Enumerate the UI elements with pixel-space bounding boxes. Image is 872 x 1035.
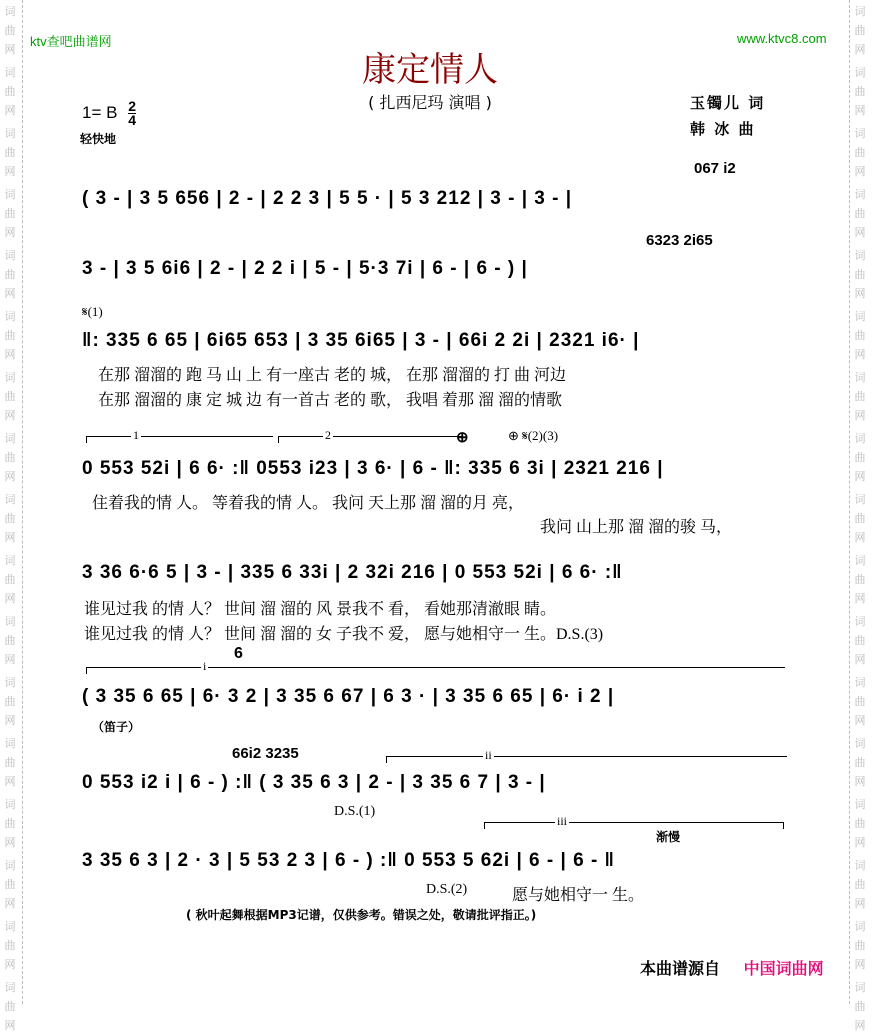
ds-marker-1: D.S.(1): [334, 804, 376, 819]
watermark-char: 词: [4, 615, 16, 628]
watermark-char: 网: [4, 287, 16, 300]
grace-notes: 66i2 3235: [232, 745, 299, 762]
watermark-char: 曲: [854, 1000, 866, 1013]
watermark-char: 词: [4, 66, 16, 79]
watermark-char: 曲: [4, 146, 16, 159]
time-signature: $\frac{2}{4}$: [128, 98, 136, 128]
watermark-char: 网: [4, 104, 16, 117]
watermark-char: 曲: [854, 390, 866, 403]
watermark-char: 词: [4, 676, 16, 689]
volta-1: 1: [86, 436, 273, 443]
watermark-char: 词: [854, 798, 866, 811]
watermark-char: 词: [4, 493, 16, 506]
watermark-char: 词: [854, 127, 866, 140]
watermark-char: 网: [4, 1019, 16, 1032]
watermark-char: 词: [854, 981, 866, 994]
watermark-char: 网: [854, 775, 866, 788]
watermark-char: 网: [4, 775, 16, 788]
watermark-char: 曲: [4, 634, 16, 647]
volta-iii: iii: [484, 822, 784, 829]
watermark-char: 曲: [4, 817, 16, 830]
watermark-char: 网: [4, 226, 16, 239]
above-note: 6: [234, 645, 243, 662]
watermark-char: 网: [4, 531, 16, 544]
watermark-char: 词: [854, 371, 866, 384]
watermark-char: 网: [4, 43, 16, 56]
right-watermark-strip: [849, 0, 872, 1032]
watermark-char: 网: [854, 470, 866, 483]
left-watermark-strip: [0, 0, 23, 1032]
watermark-char: 词: [4, 798, 16, 811]
watermark-char: 词: [854, 5, 866, 18]
watermark-char: 曲: [854, 329, 866, 342]
watermark-char: 曲: [854, 695, 866, 708]
watermark-char: 词: [854, 615, 866, 628]
ds-marker-2: D.S.(2): [426, 882, 468, 897]
watermark-char: 曲: [4, 390, 16, 403]
watermark-char: 词: [4, 920, 16, 933]
watermark-char: 词: [4, 859, 16, 872]
watermark-char: 网: [854, 43, 866, 56]
watermark-char: 曲: [854, 268, 866, 281]
watermark-char: 曲: [4, 756, 16, 769]
lyric-verse-2: 谁见过我 的情 人？ 世间 溜 溜的 女 子我不 爱， 愿与她相守一 生。D.S.(3): [84, 626, 604, 643]
watermark-char: 网: [4, 592, 16, 605]
coda-mark: ⊕: [456, 429, 469, 446]
watermark-char: 网: [854, 348, 866, 361]
watermark-char: 曲: [854, 85, 866, 98]
watermark-char: 曲: [854, 451, 866, 464]
watermark-char: 网: [854, 836, 866, 849]
watermark-char: 曲: [854, 207, 866, 220]
segno-mark: 𝄋(1): [82, 304, 103, 319]
watermark-char: 网: [4, 653, 16, 666]
watermark-char: 词: [4, 127, 16, 140]
watermark-char: 网: [4, 836, 16, 849]
watermark-char: 词: [4, 981, 16, 994]
lyric-verse-2: 在那 溜溜的 康 定 城 边 有一首古 老的 歌， 我唱 着那 溜 溜的情歌: [98, 392, 563, 409]
watermark-char: 网: [854, 226, 866, 239]
score-line-1: ( 3 - | 3 5 656 | 2 - | 2 2 3 | 5 5 · | 5 3 212 | 3 - | 3 - |: [82, 188, 573, 209]
watermark-char: 曲: [4, 695, 16, 708]
watermark-char: 词: [854, 737, 866, 750]
watermark-char: 网: [854, 165, 866, 178]
watermark-char: 曲: [854, 817, 866, 830]
watermark-char: 词: [854, 432, 866, 445]
watermark-char: 曲: [854, 756, 866, 769]
watermark-char: 网: [4, 714, 16, 727]
transcription-note: ( 秋叶起舞根据MP3记谱，仅供参考。错误之处，敬请批评指正。): [186, 908, 537, 922]
watermark-char: 网: [4, 348, 16, 361]
volta-2: 2: [278, 436, 463, 443]
score-line-5: 3 36 6·6 5 | 3 - | 335 6 33i | 2 32i 216 | 0 553 52i | 6 6· :‖: [82, 562, 623, 583]
lyric-verse-2: 我问 山上那 溜 溜的骏 马，: [540, 519, 733, 536]
lyric-verse-1: 在那 溜溜的 跑 马 山 上 有一座古 老的 城， 在那 溜溜的 打 曲 河边: [98, 367, 567, 384]
watermark-char: 词: [4, 310, 16, 323]
watermark-char: 曲: [854, 878, 866, 891]
watermark-char: 曲: [4, 1000, 16, 1013]
watermark-char: 词: [854, 493, 866, 506]
site-name-left[interactable]: ktv查吧曲谱网: [30, 34, 112, 49]
watermark-char: 词: [854, 859, 866, 872]
watermark-char: 网: [854, 958, 866, 971]
grace-notes: 6323 2i65: [646, 232, 713, 249]
watermark-char: 词: [854, 310, 866, 323]
watermark-char: 词: [4, 249, 16, 262]
instrument-label: （笛子）: [92, 720, 141, 734]
watermark-char: 网: [4, 165, 16, 178]
watermark-char: 网: [4, 470, 16, 483]
composer: 韩 冰 曲: [690, 120, 756, 138]
lyric-verse-1: 谁见过我 的情 人？ 世间 溜 溜的 风 景我不 看， 看她那清澈眼 睛。: [84, 601, 557, 618]
watermark-char: 词: [4, 371, 16, 384]
watermark-char: 曲: [4, 85, 16, 98]
lyricist: 玉镯儿 词: [690, 94, 766, 112]
watermark-char: 网: [854, 592, 866, 605]
watermark-char: 词: [4, 432, 16, 445]
watermark-char: 词: [854, 920, 866, 933]
watermark-char: 曲: [854, 573, 866, 586]
watermark-char: 曲: [4, 939, 16, 952]
source-credit: [640, 956, 824, 979]
watermark-char: 网: [854, 104, 866, 117]
watermark-char: 网: [854, 714, 866, 727]
watermark-char: 词: [4, 554, 16, 567]
lyric-ending: 愿与她相守一 生。: [512, 887, 645, 904]
score-line-2: 3 - | 3 5 6i6 | 2 - | 2 2 i | 5 - | 5·3 7i | 6 - | 6 - ) |: [82, 258, 528, 279]
key-label: 1= B: [82, 102, 118, 122]
watermark-char: 曲: [854, 634, 866, 647]
watermark-char: 词: [854, 676, 866, 689]
watermark-char: 曲: [4, 268, 16, 281]
watermark-char: 曲: [4, 573, 16, 586]
watermark-char: 网: [854, 653, 866, 666]
tempo-change: 渐慢: [656, 830, 681, 844]
score-line-6: ( 3 35 6 65 | 6· 3 2 | 3 35 6 67 | 6 3 · | 3 35 6 65 | 6· i 2 |: [82, 686, 615, 707]
watermark-char: 词: [854, 66, 866, 79]
watermark-char: 曲: [854, 24, 866, 37]
watermark-char: 曲: [854, 146, 866, 159]
watermark-char: 网: [854, 1019, 866, 1032]
score-line-7: 0 553 i2 i | 6 - ) :‖ ( 3 35 6 3 | 2 - | 3 35 6 7 | 3 - |: [82, 772, 546, 793]
watermark-char: 网: [4, 897, 16, 910]
watermark-char: 词: [854, 188, 866, 201]
watermark-char: 曲: [4, 207, 16, 220]
watermark-char: 网: [854, 531, 866, 544]
score-line-4: 0 553 52i | 6 6· :‖ 0553 i23 | 3 6· | 6 - ‖: 335 6 3i | 2321 216 |: [82, 458, 664, 479]
watermark-char: 曲: [4, 451, 16, 464]
source-label: 本曲谱源自: [640, 959, 721, 978]
song-title: 康定情人: [362, 50, 498, 90]
tempo-marking: 轻快地: [80, 132, 117, 146]
watermark-char: 曲: [4, 24, 16, 37]
coda-segno-mark: ⊕ 𝄋(2)(3): [508, 428, 559, 443]
watermark-char: 网: [4, 958, 16, 971]
watermark-char: 词: [4, 737, 16, 750]
volta-ii: ii: [386, 756, 787, 763]
performer: ( 扎西尼玛 演唱 ): [368, 93, 492, 112]
lyric-verse-1: 住着我的情 人。 等着我的情 人。 我问 天上那 溜 溜的月 亮，: [92, 495, 525, 512]
watermark-char: 网: [854, 897, 866, 910]
grace-notes: 067 i2: [694, 160, 736, 177]
watermark-char: 网: [854, 409, 866, 422]
volta-i: i: [86, 667, 785, 674]
watermark-char: 曲: [854, 512, 866, 525]
watermark-char: 曲: [4, 512, 16, 525]
watermark-char: 网: [854, 287, 866, 300]
watermark-char: 曲: [4, 329, 16, 342]
watermark-char: 词: [854, 249, 866, 262]
watermark-char: 词: [4, 188, 16, 201]
watermark-char: 词: [4, 5, 16, 18]
score-line-8: 3 35 6 3 | 2 · 3 | 5 53 2 3 | 6 - ) :‖ 0 553 5 62i | 6 - | 6 - ‖: [82, 850, 616, 871]
watermark-char: 词: [854, 554, 866, 567]
watermark-char: 曲: [4, 878, 16, 891]
score-line-3: ‖: 335 6 65 | 6i65 653 | 3 35 6i65 | 3 - | 66i 2 2i | 2321 i6· |: [82, 330, 640, 351]
watermark-char: 网: [4, 409, 16, 422]
watermark-char: 曲: [854, 939, 866, 952]
site-url-right[interactable]: www.ktvc8.com: [737, 31, 827, 46]
key-signature: [82, 100, 136, 127]
source-brand-link[interactable]: 中国词曲网: [743, 959, 824, 978]
